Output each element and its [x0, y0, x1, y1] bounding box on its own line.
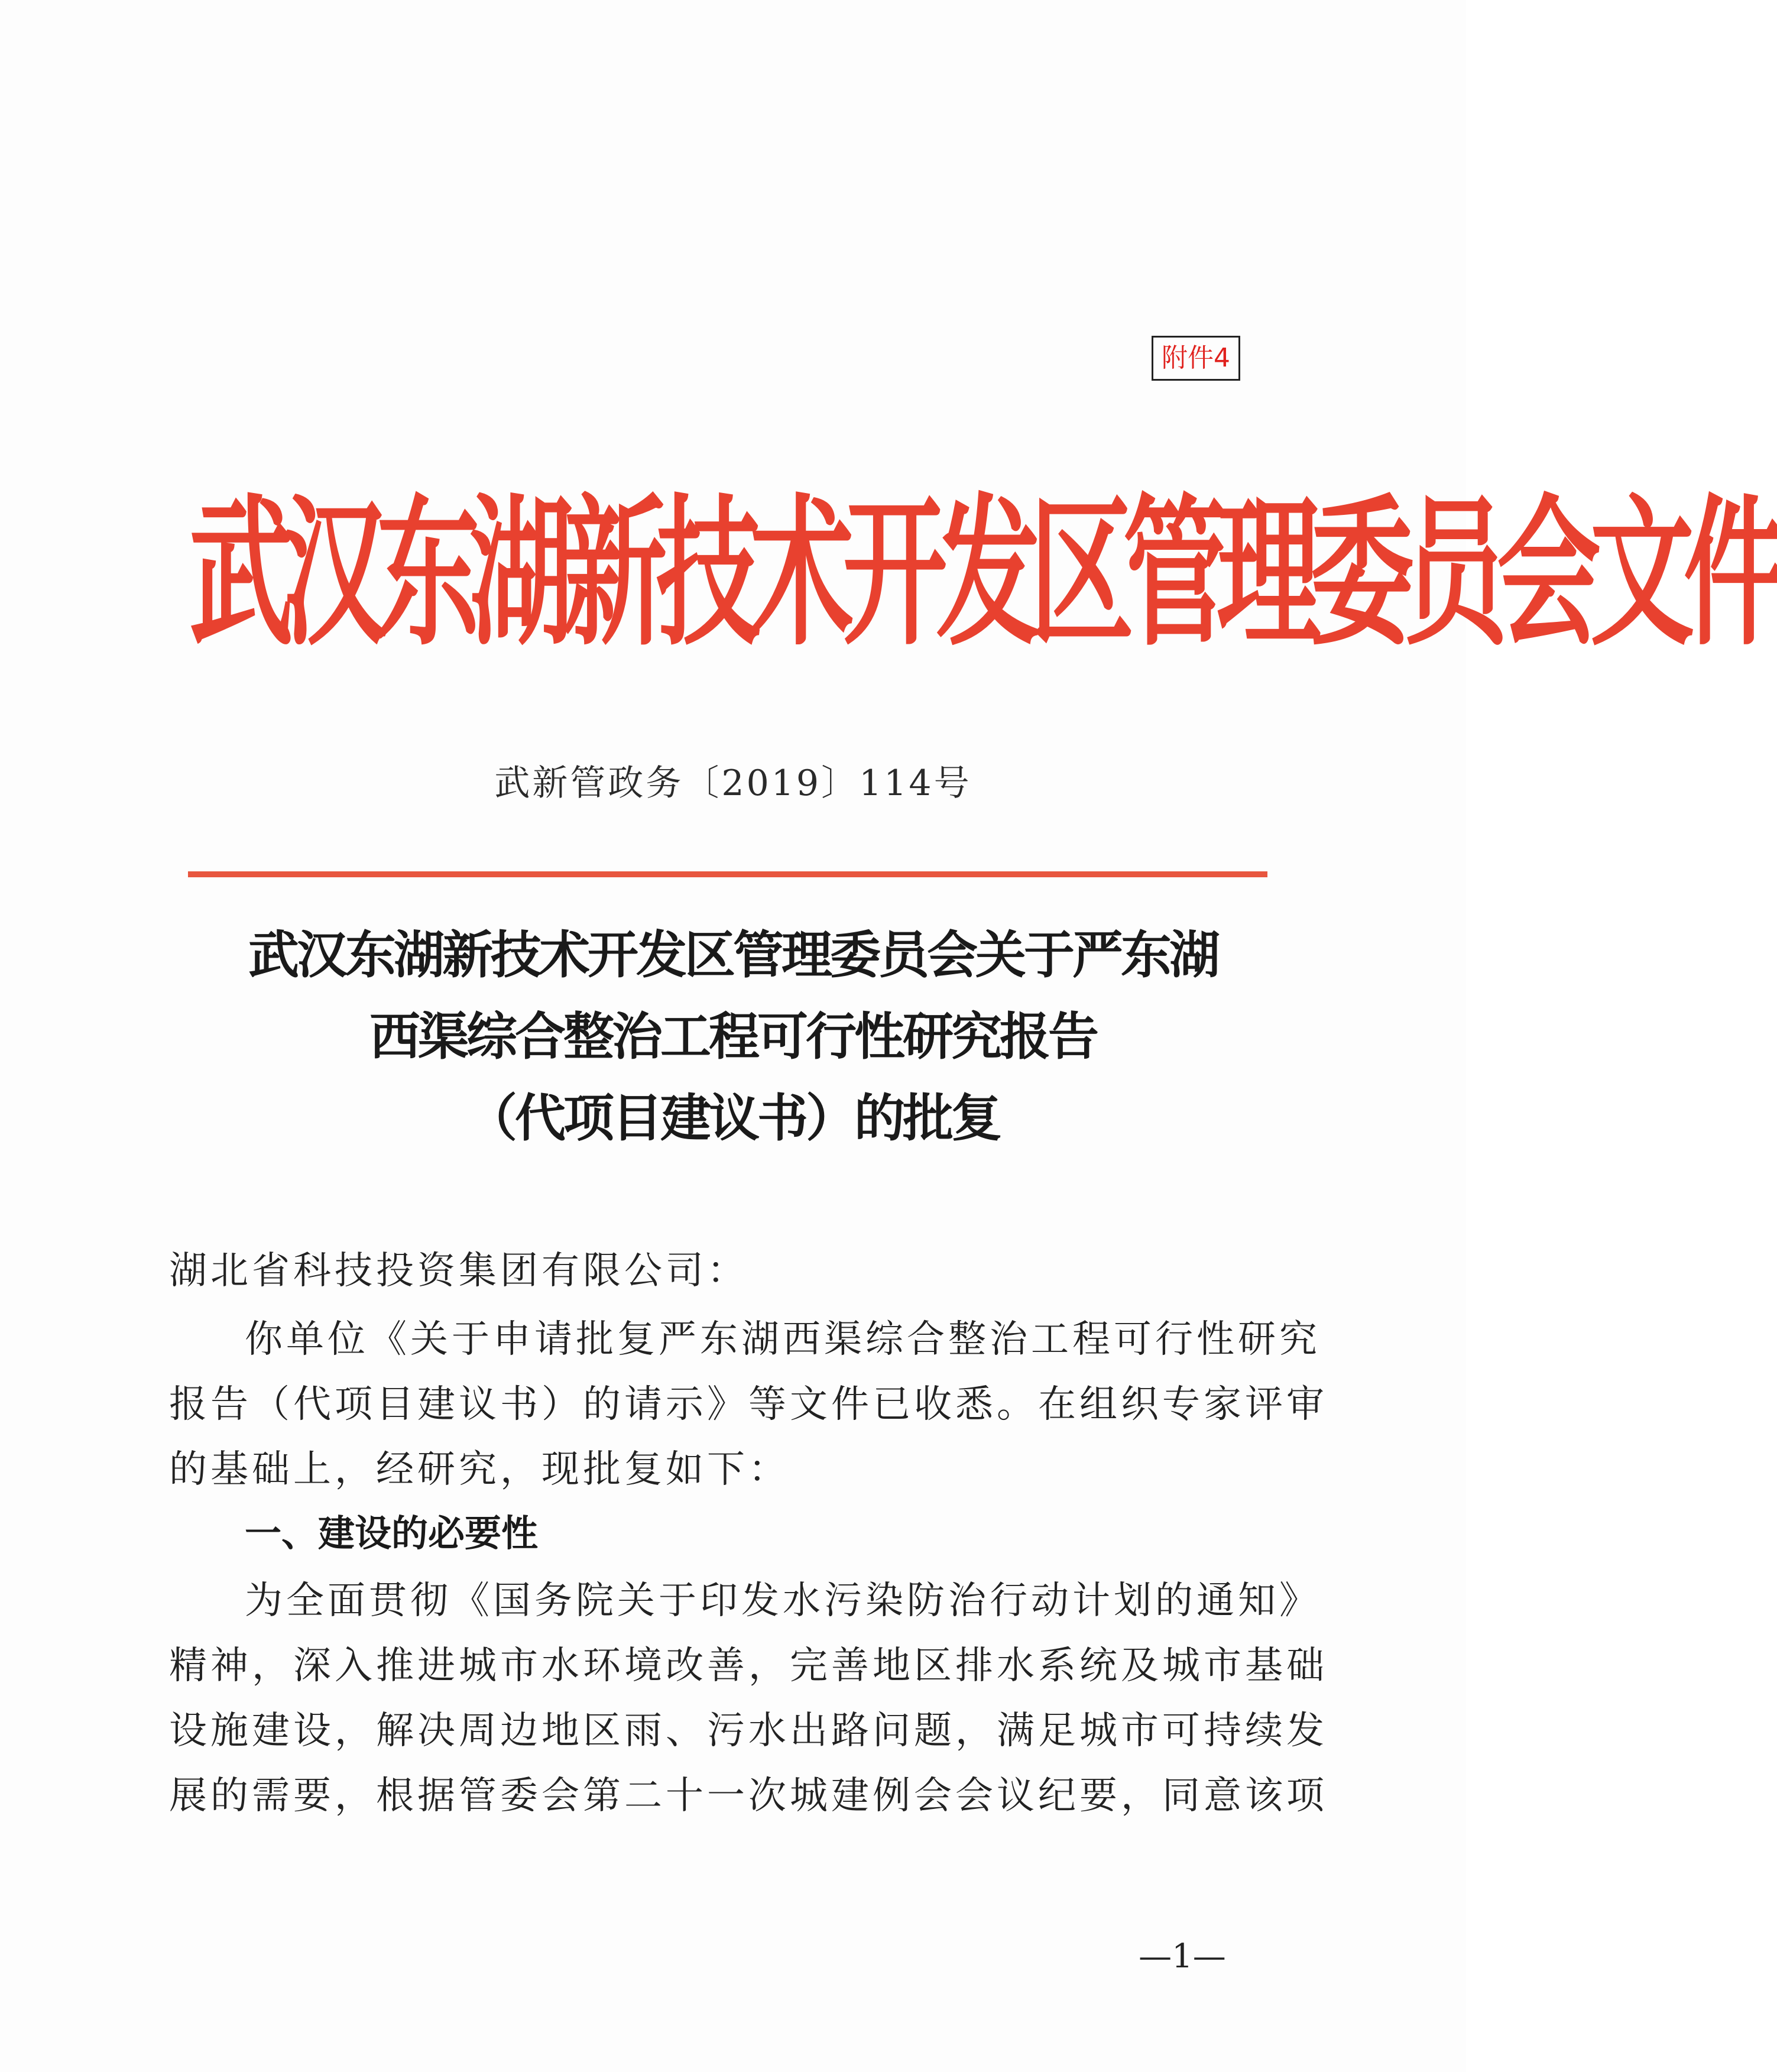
- red-divider-line: [188, 871, 1267, 877]
- section-heading-necessity: 一、建设的必要性: [245, 1512, 539, 1555]
- salutation: 湖北省科技投资集团有限公司：: [169, 1249, 748, 1293]
- paragraph-2-line-2: 精神，深入推进城市水环境改善，完善地区排水系统及城市基础: [169, 1644, 1328, 1688]
- paragraph-1-line-2: 报告（代项目建议书）的请示》等文件已收悉。在组织专家评审: [169, 1383, 1328, 1426]
- paragraph-1-line-3: 的基础上，经研究，现批复如下：: [169, 1448, 790, 1491]
- paragraph-2-line-3: 设施建设，解决周边地区雨、污水出路问题，满足城市可持续发: [169, 1709, 1328, 1753]
- document-title-line-2: 西渠综合整治工程可行性研究报告: [369, 1007, 1097, 1066]
- document-number: 武新管政务〔2019〕114号: [494, 763, 972, 804]
- paragraph-2-line-1: 为全面贯彻《国务院关于印发水污染防治行动计划的通知》: [245, 1579, 1321, 1623]
- attachment-label: 附件4: [1152, 336, 1240, 381]
- document-title-line-3: （代项目建议书）的批复: [466, 1088, 1000, 1148]
- paragraph-2-line-4: 展的需要，根据管委会第二十一次城建例会会议纪要，同意该项: [169, 1774, 1328, 1818]
- page-number: —1—: [1139, 1937, 1226, 1976]
- document-title-line-1: 武汉东湖新技术开发区管理委员会关于严东湖: [248, 925, 1218, 985]
- masthead-title: 武汉东湖新技术开发区管理委员会文件: [189, 478, 1777, 668]
- paragraph-1-line-1: 你单位《关于申请批复严东湖西渠综合整治工程可行性研究: [245, 1318, 1321, 1361]
